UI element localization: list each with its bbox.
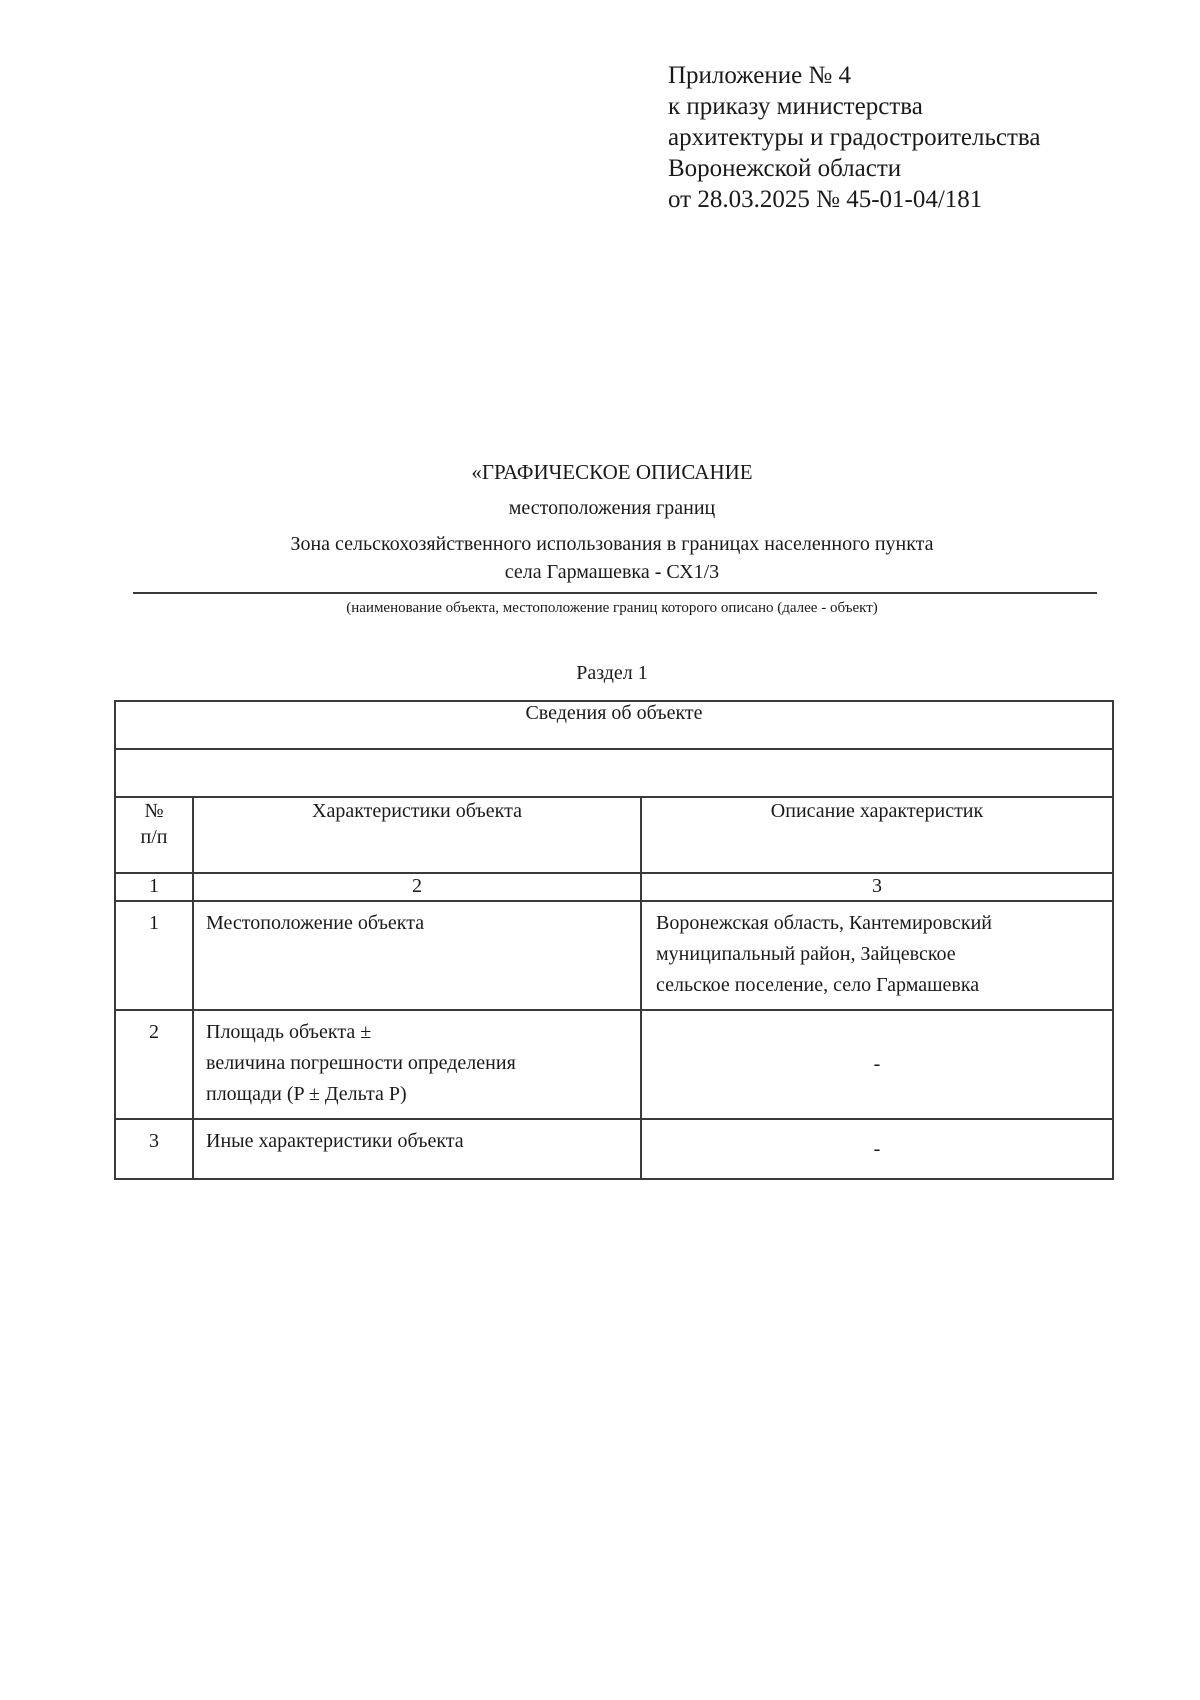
row-num: 3 bbox=[115, 1119, 193, 1179]
table-title-row bbox=[115, 701, 1113, 749]
table-title: Сведения об объекте bbox=[115, 701, 1113, 749]
header-description: Описание характеристик bbox=[641, 797, 1113, 873]
header-characteristic: Характеристики объекта bbox=[193, 797, 641, 873]
column-number: 2 bbox=[193, 873, 641, 901]
column-number: 3 bbox=[641, 873, 1113, 901]
header-num bbox=[115, 797, 193, 873]
header-num-line: п/п bbox=[140, 826, 168, 848]
row-characteristic bbox=[193, 1119, 641, 1179]
object-info-table bbox=[114, 700, 1114, 1180]
row-characteristic-line: Местоположение объекта bbox=[206, 912, 425, 934]
appendix-line: к приказу министерства bbox=[668, 93, 923, 120]
row-characteristic-line: площади (P ± Дельта P) bbox=[206, 1083, 407, 1105]
table-row bbox=[115, 1119, 1113, 1179]
row-description-line: Воронежская область, Кантемировский bbox=[656, 912, 992, 934]
object-name-line: Зона сельскохозяйственного использования в границах населенного пункта bbox=[290, 533, 934, 555]
table-empty-cell bbox=[115, 749, 1113, 797]
document-title: «ГРАФИЧЕСКОЕ ОПИСАНИЕ bbox=[471, 460, 753, 484]
table-empty-row bbox=[115, 749, 1113, 797]
row-description: - bbox=[641, 1119, 1113, 1179]
appendix-header bbox=[668, 60, 1040, 215]
object-name bbox=[130, 530, 1094, 586]
row-description bbox=[641, 901, 1113, 1010]
table-row bbox=[115, 901, 1113, 1010]
row-characteristic bbox=[193, 1010, 641, 1119]
table-header-row bbox=[115, 797, 1113, 873]
section-label: Раздел 1 bbox=[576, 662, 648, 684]
row-characteristic-line: величина погрешности определения bbox=[206, 1052, 516, 1074]
document-subtitle: местоположения границ bbox=[508, 497, 716, 519]
appendix-line: Приложение № 4 bbox=[668, 62, 852, 89]
row-description: - bbox=[641, 1010, 1113, 1119]
column-number-row bbox=[115, 873, 1113, 901]
row-description-line: сельское поселение, село Гармашевка bbox=[656, 974, 980, 996]
object-name-rule bbox=[133, 592, 1097, 594]
column-number: 1 bbox=[115, 873, 193, 901]
header-num-line: № bbox=[144, 800, 164, 822]
appendix-line: Воронежской области bbox=[668, 155, 902, 182]
appendix-line: от 28.03.2025 № 45-01-04/181 bbox=[668, 186, 983, 213]
object-name-caption: (наименование объекта, местоположение границ которого описано (далее - объект) bbox=[346, 600, 878, 616]
row-description-line: муниципальный район, Зайцевское bbox=[656, 943, 956, 965]
row-characteristic-line: Площадь объекта ± bbox=[206, 1021, 372, 1043]
table-row bbox=[115, 1010, 1113, 1119]
row-num: 2 bbox=[115, 1010, 193, 1119]
row-num: 1 bbox=[115, 901, 193, 1010]
row-characteristic bbox=[193, 901, 641, 1010]
object-name-line: села Гармашевка - СХ1/3 bbox=[504, 561, 720, 583]
row-characteristic-line: Иные характеристики объекта bbox=[206, 1130, 464, 1152]
appendix-line: архитектуры и градостроительства bbox=[668, 124, 1041, 151]
